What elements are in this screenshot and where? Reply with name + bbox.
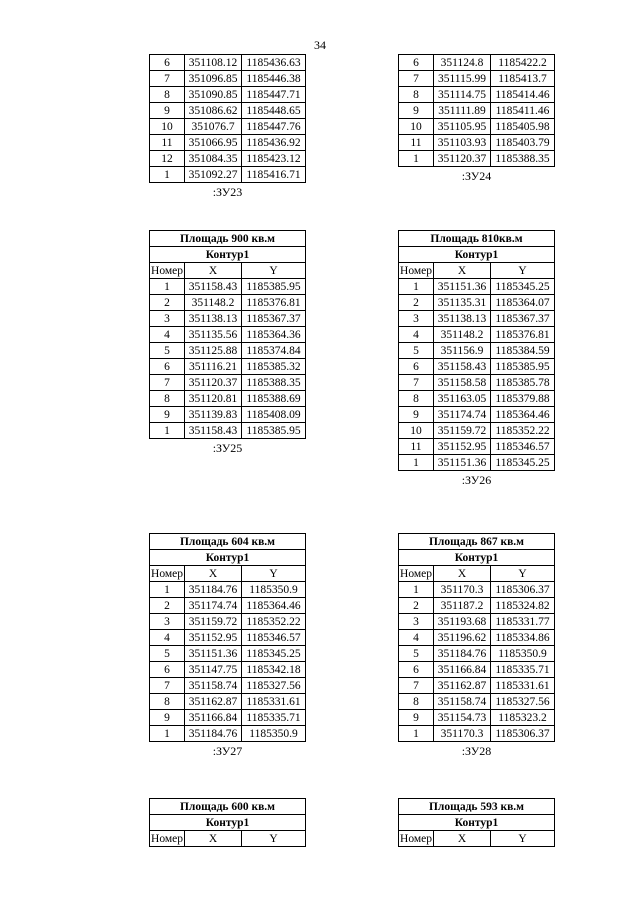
table-row — [150, 327, 306, 343]
table-row — [150, 630, 306, 646]
table-row — [150, 311, 306, 327]
header-y: Y — [242, 566, 306, 582]
y-value: 1185342.18 — [242, 662, 306, 678]
table-row — [150, 694, 306, 710]
area-row — [399, 231, 555, 247]
area-title: Площадь 604 кв.м — [150, 534, 306, 550]
table-row — [150, 710, 306, 726]
point-number: 1 — [399, 582, 434, 598]
table-row — [399, 646, 555, 662]
header-x: X — [434, 263, 491, 279]
x-value: 351166.84 — [434, 662, 491, 678]
contour-title: Контур1 — [399, 815, 555, 831]
point-number: 8 — [399, 694, 434, 710]
area-title: Площадь 900 кв.м — [150, 231, 306, 247]
table-row — [399, 343, 555, 359]
area-row — [150, 231, 306, 247]
header-row — [399, 831, 555, 847]
x-value: 351152.95 — [185, 630, 242, 646]
table-row — [150, 135, 306, 151]
x-value: 351154.73 — [434, 710, 491, 726]
y-value: 1185345.25 — [491, 279, 555, 295]
table-row — [150, 614, 306, 630]
y-value: 1185364.46 — [242, 598, 306, 614]
y-value: 1185374.84 — [242, 343, 306, 359]
x-value: 351193.68 — [434, 614, 491, 630]
point-number: 4 — [399, 630, 434, 646]
x-value: 351120.81 — [185, 391, 242, 407]
table-row — [150, 646, 306, 662]
x-value: 351196.62 — [434, 630, 491, 646]
table-row — [399, 327, 555, 343]
y-value: 1185446.38 — [242, 71, 306, 87]
point-number: 3 — [150, 311, 185, 327]
x-value: 351139.83 — [185, 407, 242, 423]
table-row — [399, 726, 555, 742]
y-value: 1185403.79 — [491, 135, 555, 151]
x-value: 351156.9 — [434, 343, 491, 359]
point-number: 4 — [150, 630, 185, 646]
y-value: 1185408.09 — [242, 407, 306, 423]
table-row — [150, 423, 306, 439]
table-row — [399, 614, 555, 630]
x-value: 351138.13 — [185, 311, 242, 327]
y-value: 1185414.46 — [491, 87, 555, 103]
x-value: 351170.3 — [434, 726, 491, 742]
y-value: 1185379.88 — [491, 391, 555, 407]
table-row — [150, 359, 306, 375]
header-y: Y — [491, 831, 555, 847]
point-number: 11 — [399, 135, 434, 151]
y-value: 1185385.32 — [242, 359, 306, 375]
y-value: 1185385.95 — [242, 423, 306, 439]
y-value: 1185346.57 — [242, 630, 306, 646]
y-value: 1185423.12 — [242, 151, 306, 167]
point-number: 1 — [150, 423, 185, 439]
y-value: 1185334.86 — [491, 630, 555, 646]
point-number: 7 — [150, 678, 185, 694]
y-value: 1185447.76 — [242, 119, 306, 135]
x-value: 351158.43 — [434, 359, 491, 375]
table-row — [150, 678, 306, 694]
plot-caption: :ЗУ25 — [212, 441, 243, 455]
x-value: 351114.75 — [434, 87, 491, 103]
point-number: 9 — [399, 710, 434, 726]
point-number: 7 — [399, 71, 434, 87]
contour-row — [399, 247, 555, 263]
coords-table — [149, 798, 306, 847]
point-number: 8 — [150, 87, 185, 103]
x-value: 351162.87 — [185, 694, 242, 710]
header-y: Y — [491, 566, 555, 582]
coords-block-zu24 — [398, 54, 555, 184]
table-row — [150, 103, 306, 119]
contour-row — [399, 815, 555, 831]
table-row — [399, 375, 555, 391]
x-value: 351115.99 — [434, 71, 491, 87]
point-number: 8 — [399, 87, 434, 103]
table-row — [399, 55, 555, 71]
point-number: 12 — [150, 151, 185, 167]
contour-title: Контур1 — [150, 550, 306, 566]
x-value: 351111.89 — [434, 103, 491, 119]
point-number: 5 — [150, 646, 185, 662]
table-row — [399, 678, 555, 694]
x-value: 351158.43 — [185, 279, 242, 295]
y-value: 1185367.37 — [242, 311, 306, 327]
x-value: 351090.85 — [185, 87, 242, 103]
area-row — [399, 534, 555, 550]
y-value: 1185327.56 — [242, 678, 306, 694]
table-row — [399, 391, 555, 407]
coords-block-zu29 — [149, 798, 306, 847]
header-number: Номер — [151, 567, 183, 580]
table-row — [150, 582, 306, 598]
x-value: 351184.76 — [185, 582, 242, 598]
y-value: 1185388.69 — [242, 391, 306, 407]
point-number: 7 — [150, 71, 185, 87]
x-value: 351066.95 — [185, 135, 242, 151]
coords-table — [149, 230, 306, 439]
table-row — [399, 151, 555, 167]
table-row — [399, 455, 555, 471]
table-row — [150, 726, 306, 742]
point-number: 9 — [150, 710, 185, 726]
coords-table — [149, 54, 306, 183]
point-number: 8 — [150, 694, 185, 710]
x-value: 351162.87 — [434, 678, 491, 694]
header-row — [150, 831, 306, 847]
y-value: 1185436.63 — [242, 55, 306, 71]
header-x: X — [185, 831, 242, 847]
area-title: Площадь 867 кв.м — [399, 534, 555, 550]
plot-caption: :ЗУ27 — [212, 744, 243, 758]
table-row — [150, 407, 306, 423]
point-number: 2 — [399, 295, 434, 311]
y-value: 1185447.71 — [242, 87, 306, 103]
x-value: 351151.36 — [434, 279, 491, 295]
point-number: 6 — [399, 662, 434, 678]
x-value: 351092.27 — [185, 167, 242, 183]
header-row — [399, 566, 555, 582]
point-number: 2 — [150, 295, 185, 311]
point-number: 2 — [150, 598, 185, 614]
x-value: 351174.74 — [185, 598, 242, 614]
point-number: 4 — [150, 327, 185, 343]
y-value: 1185364.36 — [242, 327, 306, 343]
coords-block-zu27 — [149, 533, 306, 759]
table-row — [399, 135, 555, 151]
area-title: Площадь 593 кв.м — [399, 799, 555, 815]
contour-row — [399, 550, 555, 566]
y-value: 1185385.95 — [491, 359, 555, 375]
y-value: 1185364.07 — [491, 295, 555, 311]
table-row — [150, 295, 306, 311]
point-number: 1 — [150, 582, 185, 598]
y-value: 1185416.71 — [242, 167, 306, 183]
table-row — [399, 119, 555, 135]
header-number: Номер — [151, 264, 183, 277]
header-number: Номер — [400, 264, 432, 277]
y-value: 1185350.9 — [242, 726, 306, 742]
area-row — [150, 799, 306, 815]
table-row — [150, 343, 306, 359]
coords-block-zu30 — [398, 798, 555, 847]
y-value: 1185335.71 — [242, 710, 306, 726]
table-row — [399, 439, 555, 455]
y-value: 1185448.65 — [242, 103, 306, 119]
contour-title: Контур1 — [399, 247, 555, 263]
x-value: 351120.37 — [185, 375, 242, 391]
point-number: 1 — [150, 167, 185, 183]
table-row — [399, 359, 555, 375]
point-number: 1 — [399, 151, 434, 167]
table-row — [399, 71, 555, 87]
y-value: 1185327.56 — [491, 694, 555, 710]
x-value: 351151.36 — [185, 646, 242, 662]
header-row — [150, 263, 306, 279]
table-row — [399, 598, 555, 614]
y-value: 1185324.82 — [491, 598, 555, 614]
coords-table — [398, 230, 555, 471]
plot-caption: :ЗУ28 — [461, 744, 492, 758]
table-row — [150, 71, 306, 87]
y-value: 1185411.46 — [491, 103, 555, 119]
table-row — [399, 423, 555, 439]
header-y: Y — [242, 263, 306, 279]
header-number: Номер — [151, 832, 183, 845]
x-value: 351159.72 — [434, 423, 491, 439]
table-row — [399, 87, 555, 103]
x-value: 351116.21 — [185, 359, 242, 375]
y-value: 1185405.98 — [491, 119, 555, 135]
point-number: 1 — [399, 726, 434, 742]
y-value: 1185323.2 — [491, 710, 555, 726]
area-row — [150, 534, 306, 550]
coords-table — [398, 54, 555, 167]
x-value: 351138.13 — [434, 311, 491, 327]
area-row — [399, 799, 555, 815]
header-number: Номер — [400, 832, 432, 845]
contour-row — [150, 815, 306, 831]
point-number: 11 — [399, 439, 434, 455]
plot-caption: :ЗУ26 — [461, 473, 492, 487]
header-x: X — [185, 566, 242, 582]
x-value: 351158.74 — [434, 694, 491, 710]
table-row — [399, 103, 555, 119]
x-value: 351084.35 — [185, 151, 242, 167]
table-row — [399, 662, 555, 678]
header-y: Y — [242, 831, 306, 847]
point-number: 9 — [399, 407, 434, 423]
point-number: 8 — [150, 391, 185, 407]
point-number: 7 — [399, 375, 434, 391]
table-row — [399, 694, 555, 710]
point-number: 6 — [150, 359, 185, 375]
contour-row — [150, 247, 306, 263]
y-value: 1185384.59 — [491, 343, 555, 359]
x-value: 351148.2 — [185, 295, 242, 311]
x-value: 351158.43 — [185, 423, 242, 439]
table-row — [150, 119, 306, 135]
x-value: 351170.3 — [434, 582, 491, 598]
y-value: 1185306.37 — [491, 726, 555, 742]
point-number: 10 — [150, 119, 185, 135]
table-row — [150, 598, 306, 614]
table-row — [150, 662, 306, 678]
area-title: Площадь 810кв.м — [399, 231, 555, 247]
table-row — [399, 630, 555, 646]
point-number: 3 — [399, 614, 434, 630]
point-number: 5 — [399, 646, 434, 662]
table-row — [150, 167, 306, 183]
header-row — [399, 263, 555, 279]
table-row — [399, 279, 555, 295]
table-row — [150, 279, 306, 295]
point-number: 11 — [150, 135, 185, 151]
x-value: 351158.74 — [185, 678, 242, 694]
coords-block-zu23 — [149, 54, 306, 200]
table-row — [399, 407, 555, 423]
point-number: 7 — [150, 375, 185, 391]
x-value: 351148.2 — [434, 327, 491, 343]
x-value: 351166.84 — [185, 710, 242, 726]
plot-caption: :ЗУ24 — [461, 169, 492, 183]
y-value: 1185388.35 — [491, 151, 555, 167]
header-number: Номер — [400, 567, 432, 580]
y-value: 1185350.9 — [491, 646, 555, 662]
x-value: 351135.31 — [434, 295, 491, 311]
table-row — [150, 55, 306, 71]
x-value: 351163.05 — [434, 391, 491, 407]
y-value: 1185345.25 — [242, 646, 306, 662]
point-number: 8 — [399, 391, 434, 407]
y-value: 1185331.61 — [242, 694, 306, 710]
x-value: 351125.88 — [185, 343, 242, 359]
x-value: 351135.56 — [185, 327, 242, 343]
x-value: 351184.76 — [185, 726, 242, 742]
point-number: 9 — [399, 103, 434, 119]
x-value: 351120.37 — [434, 151, 491, 167]
contour-title: Контур1 — [399, 550, 555, 566]
x-value: 351096.85 — [185, 71, 242, 87]
y-value: 1185346.57 — [491, 439, 555, 455]
point-number: 1 — [399, 455, 434, 471]
header-x: X — [434, 566, 491, 582]
point-number: 9 — [150, 407, 185, 423]
x-value: 351124.8 — [434, 55, 491, 71]
y-value: 1185413.7 — [491, 71, 555, 87]
contour-title: Контур1 — [150, 815, 306, 831]
point-number: 10 — [399, 423, 434, 439]
x-value: 351159.72 — [185, 614, 242, 630]
table-row — [399, 295, 555, 311]
table-row — [399, 710, 555, 726]
point-number: 9 — [150, 103, 185, 119]
coords-table — [398, 798, 555, 847]
y-value: 1185436.92 — [242, 135, 306, 151]
table-row — [150, 87, 306, 103]
x-value: 351103.93 — [434, 135, 491, 151]
y-value: 1185331.77 — [491, 614, 555, 630]
coords-table — [149, 533, 306, 742]
x-value: 351151.36 — [434, 455, 491, 471]
point-number: 3 — [150, 614, 185, 630]
y-value: 1185385.95 — [242, 279, 306, 295]
plot-caption: :ЗУ23 — [212, 185, 243, 199]
table-row — [399, 311, 555, 327]
contour-row — [150, 550, 306, 566]
point-number: 6 — [399, 359, 434, 375]
table-row — [150, 151, 306, 167]
y-value: 1185352.22 — [491, 423, 555, 439]
table-row — [150, 391, 306, 407]
header-y: Y — [491, 263, 555, 279]
y-value: 1185422.2 — [491, 55, 555, 71]
point-number: 1 — [399, 279, 434, 295]
x-value: 351152.95 — [434, 439, 491, 455]
x-value: 351174.74 — [434, 407, 491, 423]
page-number: 34 — [314, 38, 326, 52]
coords-table — [398, 533, 555, 742]
x-value: 351086.62 — [185, 103, 242, 119]
y-value: 1185367.37 — [491, 311, 555, 327]
y-value: 1185352.22 — [242, 614, 306, 630]
x-value: 351105.95 — [434, 119, 491, 135]
y-value: 1185376.81 — [491, 327, 555, 343]
y-value: 1185306.37 — [491, 582, 555, 598]
y-value: 1185385.78 — [491, 375, 555, 391]
y-value: 1185364.46 — [491, 407, 555, 423]
x-value: 351184.76 — [434, 646, 491, 662]
header-x: X — [185, 263, 242, 279]
y-value: 1185331.61 — [491, 678, 555, 694]
point-number: 6 — [399, 55, 434, 71]
point-number: 4 — [399, 327, 434, 343]
point-number: 7 — [399, 678, 434, 694]
point-number: 1 — [150, 726, 185, 742]
contour-title: Контур1 — [150, 247, 306, 263]
x-value: 351147.75 — [185, 662, 242, 678]
y-value: 1185335.71 — [491, 662, 555, 678]
point-number: 1 — [150, 279, 185, 295]
coords-block-zu25 — [149, 230, 306, 456]
area-title: Площадь 600 кв.м — [150, 799, 306, 815]
x-value: 351076.7 — [185, 119, 242, 135]
header-x: X — [434, 831, 491, 847]
point-number: 2 — [399, 598, 434, 614]
coords-block-zu28 — [398, 533, 555, 759]
point-number: 6 — [150, 662, 185, 678]
table-row — [150, 375, 306, 391]
y-value: 1185388.35 — [242, 375, 306, 391]
y-value: 1185345.25 — [491, 455, 555, 471]
y-value: 1185350.9 — [242, 582, 306, 598]
x-value: 351158.58 — [434, 375, 491, 391]
point-number: 5 — [399, 343, 434, 359]
point-number: 5 — [150, 343, 185, 359]
point-number: 6 — [150, 55, 185, 71]
point-number: 10 — [399, 119, 434, 135]
x-value: 351108.12 — [185, 55, 242, 71]
coords-block-zu26 — [398, 230, 555, 488]
table-row — [399, 582, 555, 598]
y-value: 1185376.81 — [242, 295, 306, 311]
x-value: 351187.2 — [434, 598, 491, 614]
point-number: 3 — [399, 311, 434, 327]
header-row — [150, 566, 306, 582]
